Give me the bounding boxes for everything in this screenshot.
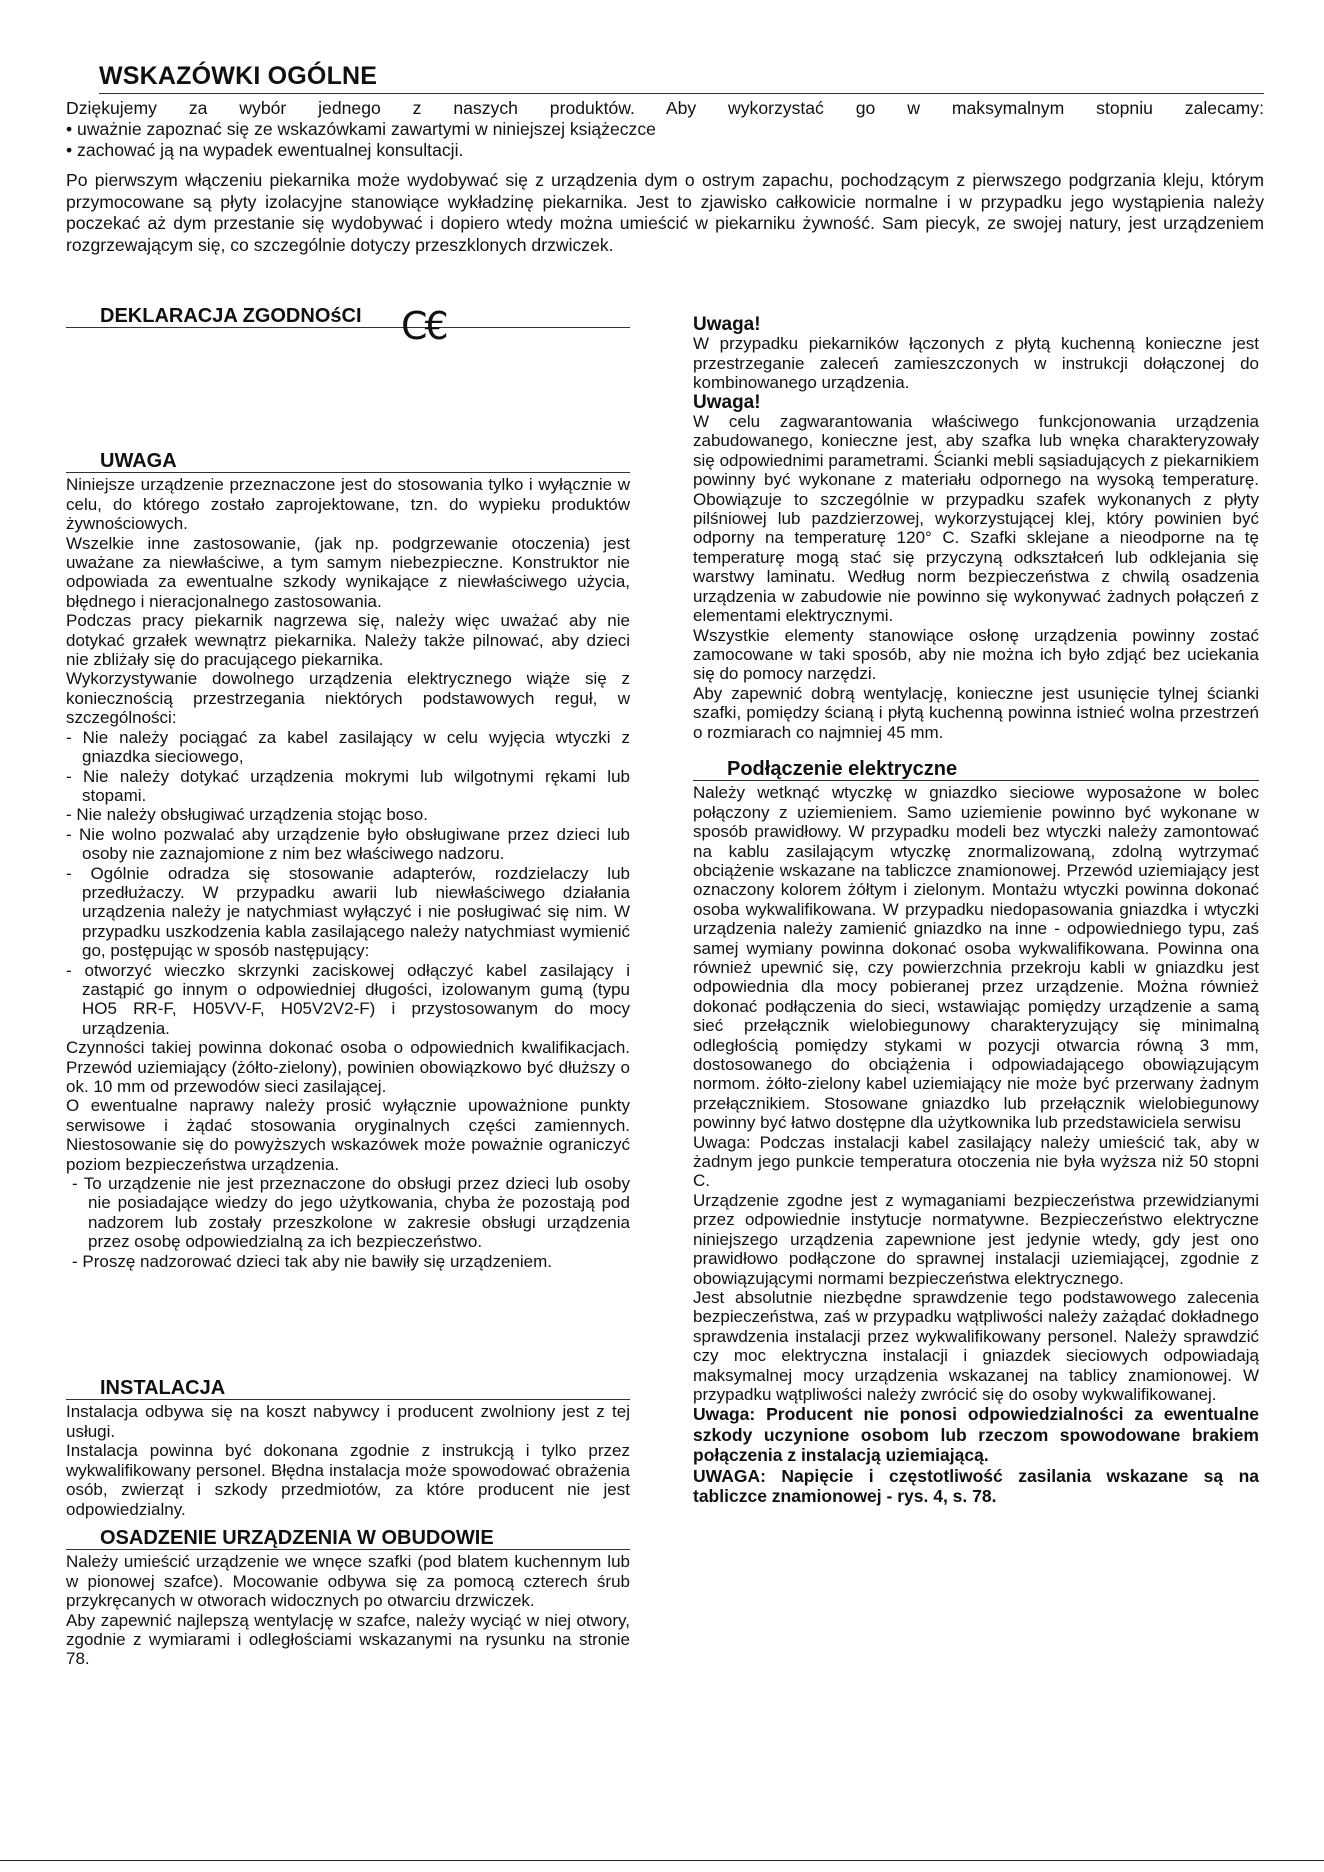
uwaga-note-title: Uwaga! <box>693 391 761 413</box>
grounding-warning: Uwaga: Producent nie ponosi odpowiedzialności za ewentualne szkody uczynione osobom lub rzeczom spowodowane brakiem połączenia z instalacją uziemiającą. <box>693 1404 1259 1466</box>
uwaga-paragraph: Wykorzystywanie dowolnego urządzenia elektrycznego wiąże się z koniecznością przestrzegania niektórych podstawowych reguł, w szczególności: <box>66 669 630 728</box>
uwaga-divider <box>66 472 630 473</box>
uwaga-list-item: - Nie należy pociągać za kabel zasilający w celu wyjęcia wtyczki z gniazdka sieciowego, <box>66 727 630 767</box>
uwaga-list-item: - Ogólnie odradza się stosowanie adapterów, rozdzielaczy lub przedłużaczy. W przypadku awarii lub niewłaściwego działania urządzenia należy je natychmiast wyłączyć i nie posługiwać się nim. W przypadku uszkodzenia kabla zasilającego należy natychmiast wymienić go, postępując w sposób następujący: <box>66 863 630 961</box>
intro-text: Dziękujemy za wybór jednego z naszych produktów. Aby wykorzystać go w maksymalnym stopniu zalecamy: <box>66 98 1264 118</box>
general-instructions-section <box>66 62 1264 274</box>
uwaga-note-paragraph: W celu zagwarantowania właściwego funkcjonowania urządzenia zabudowanego, konieczne jest, aby szafka lub wnęka charakteryzowały się odpowiednimi parametrami. Ścianki mebli sąsiadujących z piekarnikiem powinny być wykonane z materiału odpornego na wysoką temperaturę. Obowiązuje to szczególnie w przypadku szafek wykonanych z płyty pilśniowej lub pazdzierzowej, wykorzystującej klej, który powinien być odporny na temperaturę 120° C. Szafki sklejane a nieodporne na tę temperaturę mogą stać się przyczyną odkształceń lub odklejania się warstwy laminatu. Według norm bezpieczeństwa z chwilą osadzenia urządzenia w zabudowie nie powinno się wykonywać żadnych połączeń z elementami elektrycznymi. <box>693 412 1259 626</box>
osadzenie-section <box>66 1526 630 1669</box>
uwaga-paragraph: Podczas pracy piekarnik nagrzewa się, należy więc uważać aby nie dotykać grzałek wewnątrz piekarnika. Należy także pilnować, aby dzieci nie zbliżały się do pracującego piekarnika. <box>66 611 630 670</box>
declaration-divider <box>66 327 630 328</box>
uwaga-list-item: - Nie należy dotykać urządzenia mokrymi lub wilgotnymi rękami lub stopami. <box>66 766 630 805</box>
first-use-paragraph: Po pierwszym włączeniu piekarnika może wydobywać się z urządzenia dym o ostrym zapachu, pochodzącym z pierwszego podgrzania kleju, którym przymocowane są płyty izolacyjne stanowiące wykładzinę piekarnika. Jest to zjawisko całkowicie normalne i w przypadku jego wystąpienia należy poczekać aż dym przestanie się wydobywać i dopiero wtedy można umieścić w piekarniku żywność. Sam piecyk, ze swojej natury, jest urządzeniem rozgrzewającym się, co szczególnie dotyczy przeszklonych drzwiczek. <box>66 170 1264 255</box>
uwaga-list-item: - Nie wolno pozwalać aby urządzenie było obsługiwane przez dzieci lub osoby nie zaznajomione z nim bez właściwego nadzoru. <box>66 824 630 864</box>
electrical-connection-divider <box>693 780 1259 781</box>
uwaga-note-title: Uwaga! <box>693 314 761 335</box>
intro-block <box>66 98 1264 161</box>
intro-bullet: • uważnie zapoznać się ze wskazówkami zawartymi w niniejszej książeczce <box>66 119 656 139</box>
uwaga-title: UWAGA <box>100 450 177 472</box>
uwaga-paragraph: Czynności takiej powinna dokonać osoba o odpowiednich kwalifikacjach. Przewód uziemiający (żółto-zielony), powinien obowiązkowo być dłuższy o ok. 10 mm od przewodów sieci zasilającej. <box>66 1038 630 1096</box>
electrical-paragraph: Jest absolutnie niezbędne sprawdzenie tego podstawowego zalecenia bezpieczeństwa, zaś w przypadku wątpliwości należy zażądać dokładnego sprawdzenia instalacji przez wykwalifikowany personel. Należy sprawdzić czy moc elektryczna instalacji i gniazdek sieciowych odpowiadają maksymalnej mocy urządzenia wskazanej na tablicy znamionowej. W przypadku wątpliwości należy zwrócić się do osoby wykwalifikowanej. <box>693 1287 1259 1404</box>
uwaga-note-paragraph: Aby zapewnić dobrą wentylację, konieczne jest usunięcie tylnej ścianki szafki, pomiędzy ścianą i płytą kuchenną powinna istnieć wolna przestrzeń o rozmiarach co najmniej 45 mm. <box>693 683 1259 742</box>
left-column <box>66 304 630 1669</box>
instalacja-paragraph: Instalacja powinna być dokonana zgodnie z instrukcją i tylko przez wykwalifikowany personel. Błędna instalacja może spowodować obrażenia osób, zwierząt i szkody przedmiotów, za które producent nie jest odpowiedzialny. <box>66 1441 630 1519</box>
uwaga-paragraph: O ewentualne naprawy należy prosić wyłącznie upoważnione punkty serwisowe i żądać stosowania oryginalnych części zamiennych. Niestosowanie się do powyższych wskazówek może poważnie ograniczyć poziom bezpieczeństwa urządzenia. <box>66 1096 630 1174</box>
uwaga-note-2 <box>693 393 1259 742</box>
uwaga-list-item: - To urządzenie nie jest przeznaczone do obsługi przez dzieci lub osoby nie posiadające wiedzy do jego użytkowania, chyba że pozostają pod nadzorem lub zostały przeszkolone w zakresie obsługi urządzenia przez osobę odpowiedzialną za ich bezpieczeństwo. <box>72 1174 630 1252</box>
right-column <box>693 307 1259 1507</box>
declaration-section <box>66 304 630 447</box>
osadzenie-title: OSADZENIE URZĄDZENIA W OBUDOWIE <box>100 1526 494 1549</box>
uwaga-note-text: W przypadku piekarników łączonych z płytą kuchenną konieczne jest przestrzeganie zaleceń zamieszczonych w instrukcji dołączonej do kombinowanego urządzenia. <box>693 334 1259 393</box>
ce-mark-icon: C€ <box>401 304 446 348</box>
electrical-paragraph: Uwaga: Podczas instalacji kabel zasilający należy umieścić tak, aby w żadnym jego punkcie temperatura otoczenia nie była wyższa niż 50 stopni C. <box>693 1132 1259 1191</box>
instalacja-title: INSTALACJA <box>100 1377 226 1400</box>
general-instructions-title: WSKAZÓWKI OGÓLNE <box>99 62 378 90</box>
instalacja-paragraph: Instalacja odbywa się na koszt nabywcy i producent zwolniony jest z tej usługi. <box>66 1402 630 1441</box>
instalacja-section <box>66 1379 630 1519</box>
uwaga-note-paragraph: Wszystkie elementy stanowiące osłonę urządzenia powinny zostać zamocowane w taki sposób, aby nie można ich było zdjąć bez uciekania się do pomocy narzędzi. <box>693 625 1259 684</box>
uwaga-list-item: - Proszę nadzorować dzieci tak aby nie bawiły się urządzeniem. <box>72 1251 553 1271</box>
instalacja-divider <box>66 1399 630 1400</box>
electrical-paragraph: Urządzenie zgodne jest z wymaganiami bezpieczeństwa przewidzianymi przez odpowiednie instytucje normatywne. Bezpieczeństwo elektryczne niniejszego urządzenia zapewnione jest jedynie wtedy, gdy jest ono prawidłowo podłączone do sprawnej instalacji uziemiającej, zgodnie z obowiązującymi normami bezpieczeństwa elektrycznego. <box>693 1190 1259 1288</box>
electrical-connection-title: Podłączenie elektryczne <box>727 757 958 780</box>
uwaga-note-1 <box>693 315 1259 393</box>
osadzenie-paragraph: Należy umieścić urządzenie we wnęce szafki (pod blatem kuchennym lub w pionowej szafce). Mocowanie odbywa się za pomocą czterech śrub przykręcanych w otworach widocznych po otwarciu drzwiczek. <box>66 1552 630 1611</box>
declaration-title: DEKLARACJA ZGODNOśCI <box>100 305 362 327</box>
uwaga-list-item: - Nie należy obsługiwać urządzenia stojąc boso. <box>66 805 428 825</box>
osadzenie-divider <box>66 1549 630 1550</box>
intro-bullet: • zachować ją na wypadek ewentualnej konsultacji. <box>66 140 464 160</box>
electrical-paragraph: Należy wetknąć wtyczkę w gniazdko sieciowe wyposażone w bolec połączony z uziemieniem. Samo uziemienie powinno być wykonane w sposób prawidłowy. W przypadku modeli bez wtyczki należy zamontować na kablu zasilającym wtyczkę znormalizowaną, zdolną wytrzymać obciążenie wskazane na tabliczce znamionowej. Przewód uziemiający jest oznaczony kolorem żółtym i zielonym. Montażu wtyczki powinna dokonać osoba wykwalifikowana. W przypadku niedopasowania gniazdka i wtyczki urządzenia należy zamienić gniazdko na inne - odpowiedniego typu, zaś samej wymiany powinna dokonać osoba wykwalifikowana. Powinna ona również upewnić się, czy powierzchnia przekroju kabli w gniazdku jest odpowiednia dla mocy pobieranej przez urządzenie. Można również dokonać podłączenia do sieci, wstawiając pomiędzy urządzenie a samą sieć przełącznik wielobiegunowy charakteryzujący się minimalną odległością pomiędzy stykami w pozycji otwarcia równą 3 mm, dostosowanego do obciążenia i odpowiadającego obowiązującym normom. żółto-zielony kabel uziemiający nie może być przerwany żadnym przełącznikiem. Stosowane gniazdko lub przełącznik wielobiegunowy powinny być łatwo dostępne dla użytkownika lub przedstawiciela serwisu <box>693 783 1259 1133</box>
uwaga-section <box>66 452 630 1271</box>
uwaga-list-item: - otworzyć wieczko skrzynki zaciskowej odłączyć kabel zasilający i zastąpić go innym o odpowiedniej długości, izolowanym gumą (typu HO5 RR-F, H05VV-F, H05V2V2-F) i przystosowanym do mocy urządzenia. <box>66 960 630 1038</box>
uwaga-paragraph: Wszelkie inne zastosowanie, (jak np. podgrzewanie otoczenia) jest uważane za niewłaściwe, a tym samym niebezpieczne. Konstruktor nie odpowiada za ewentualne szkody wynikające z niewłaściwego użycia, błędnego i nieracjonalnego zastosowania. <box>66 533 630 611</box>
uwaga-paragraph: Niniejsze urządzenie przeznaczone jest do stosowania tylko i wyłącznie w celu, do którego zostało zaprojektowane, tzn. do wypieku produktów żywnościowych. <box>66 475 630 534</box>
electrical-connection-section <box>693 757 1259 1507</box>
osadzenie-paragraph: Aby zapewnić najlepszą wentylację w szafce, należy wyciąć w niej otwory, zgodnie z wymiarami i odległościami wskazanymi na rysunku na stronie 78. <box>66 1610 630 1669</box>
footer-divider <box>0 1860 1324 1861</box>
title-divider <box>99 93 1264 94</box>
voltage-warning: UWAGA: Napięcie i częstotliwość zasilania wskazane są na tabliczce znamionowej - rys. 4, s. 78. <box>693 1465 1259 1507</box>
